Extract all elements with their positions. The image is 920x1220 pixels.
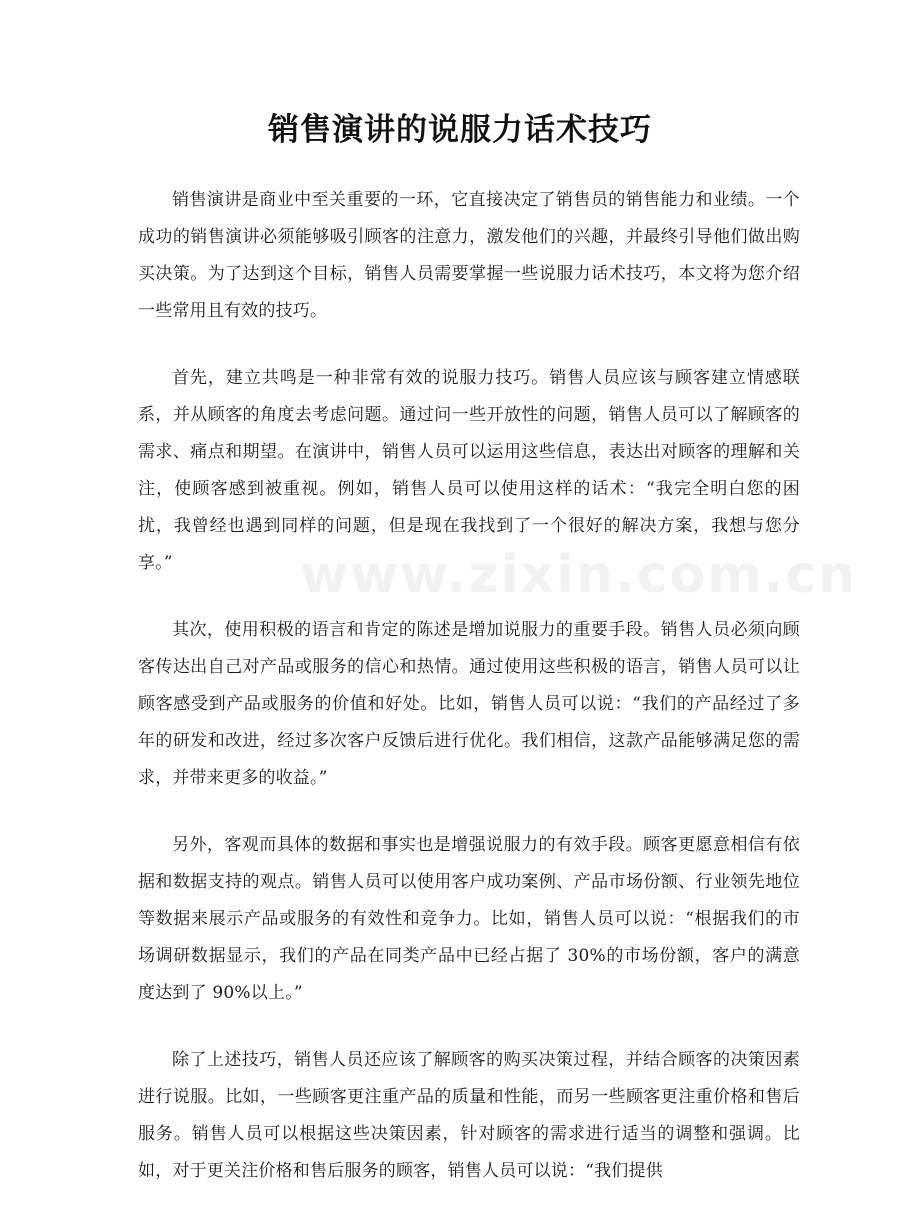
paragraph-intro: 销售演讲是商业中至关重要的一环，它直接决定了销售员的销售能力和业绩。一个成功的销售演讲必须能够吸引顾客的注意力，激发他们的兴趣，并最终引导他们做出购买决策。为了达到这个目标，销售人员需要掌握一些说服力话术技巧，本文将为您介绍一些常用且有效的技巧。 [138,190,800,321]
paragraph-positive-language: 其次，使用积极的语言和肯定的陈述是增加说服力的重要手段。销售人员必须向顾客传达出自己对产品或服务的信心和热情。通过使用这些积极的语言，销售人员可以让顾客感受到产品或服务的价值和好处。比如，销售人员可以说：“我们的产品经过了多年的研发和改进，经过多次客户反馈后进行优化。我们相信，这款产品能够满足您的需求，并带来更多的收益。” [138,620,800,788]
paragraph-decision-factors: 除了上述技巧，销售人员还应该了解顾客的购买决策过程，并结合顾客的决策因素进行说服。比如，一些顾客更注重产品的质量和性能，而另一些顾客更注重价格和售后服务。销售人员可以根据这些决策因素，针对顾客的需求进行适当的调整和强调。比如，对于更关注价格和售后服务的顾客，销售人员可以说：“我们提供 [138,1050,800,1181]
document-body [138,182,800,1220]
document-title: 销售演讲的说服力话术技巧 [268,112,652,148]
watermark: www.zixin.com.cn [300,545,858,605]
paragraph-resonance: 首先，建立共鸣是一种非常有效的说服力技巧。销售人员应该与顾客建立情感联系，并从顾客的角度去考虑问题。通过问一些开放性的问题，销售人员可以了解顾客的需求、痛点和期望。在演讲中，销售人员可以运用这些信息，表达出对顾客的理解和关注，使顾客感到被重视。例如，销售人员可以使用这样的话术：“我完全明白您的困扰，我曾经也遇到同样的问题，但是现在我找到了一个很好的解决方案，我想与您分享。” [138,368,800,573]
paragraph-data-facts: 另外，客观而具体的数据和事实也是增强说服力的有效手段。顾客更愿意相信有依据和数据支持的观点。销售人员可以使用客户成功案例、产品市场份额、行业领先地位等数据来展示产品或服务的有效性和竞争力。比如，销售人员可以说：“根据我们的市场调研数据显示，我们的产品在同类产品中已经占据了 30%的市场份额，客户的满意度达到了 90%以上。” [138,835,800,1003]
